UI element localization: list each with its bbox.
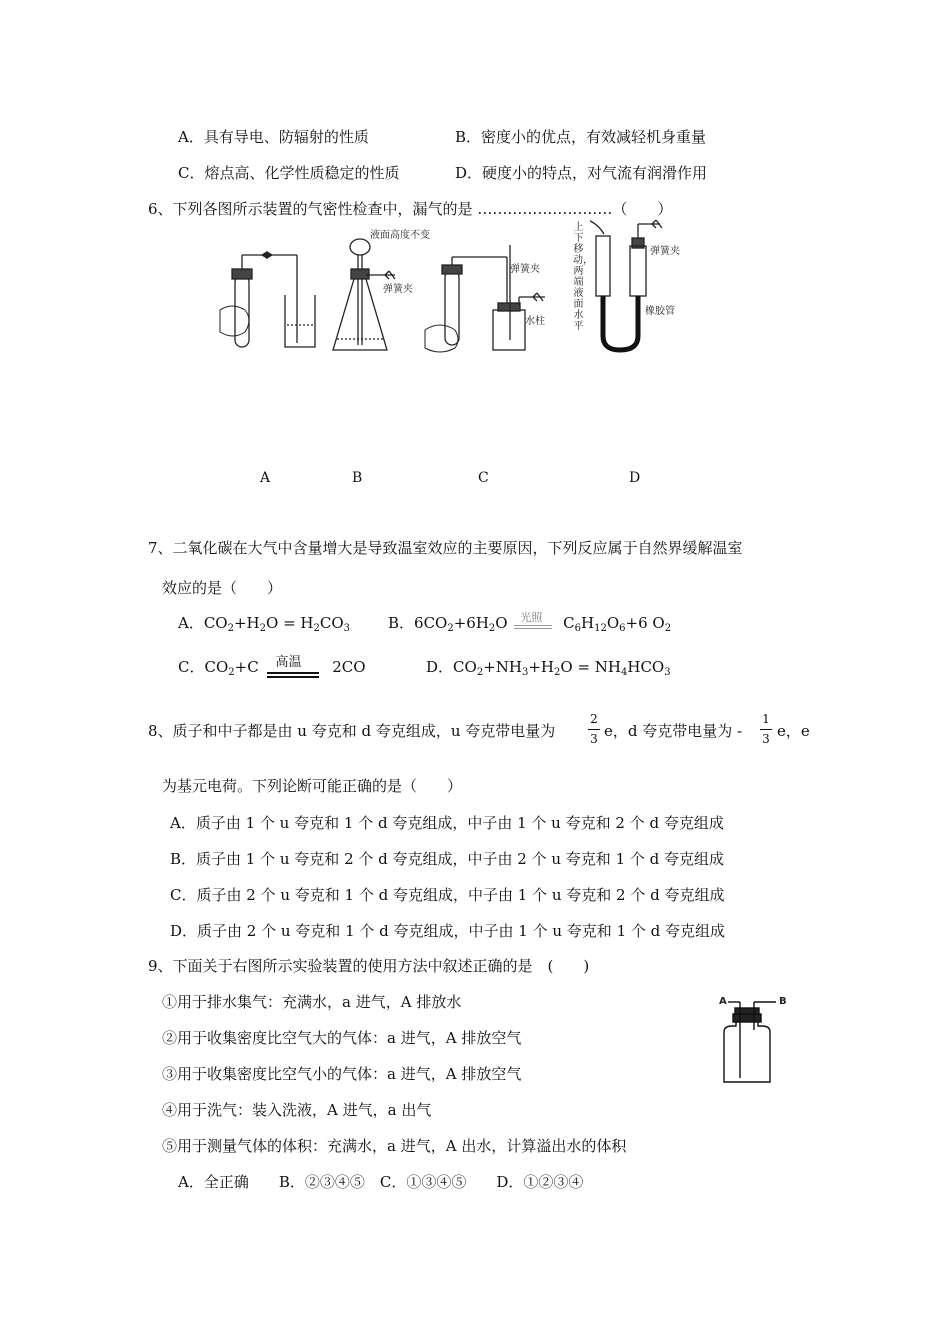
fig-c-apparatus bbox=[425, 245, 545, 352]
q9-fig-label-a: A bbox=[719, 996, 727, 1007]
q8-stem-part-c: e，e bbox=[777, 722, 810, 740]
high-temp-condition: 高温 bbox=[275, 655, 302, 670]
q9-options: A．全正确 B．②③④⑤ C．①③④⑤ D．①②③④ bbox=[178, 1173, 584, 1191]
q9-item-2: ②用于收集密度比空气大的气体：a 进气，A 排放空气 bbox=[162, 1029, 522, 1047]
light-condition: 光照 bbox=[520, 611, 543, 624]
q7-option-b: B．$6CO_2+6H_2O$ 光照 $C_6H_{12}O_6+6$ $O_2$ bbox=[388, 613, 671, 639]
q7-stem-line2: 效应的是（ ） bbox=[162, 579, 283, 597]
q8-stem-line2: 为基元电荷。下列论断可能正确的是（ ） bbox=[162, 777, 463, 795]
fig-d-clip-label: 弹簧夹 bbox=[650, 246, 680, 257]
fig-d-tube-label: 橡胶管 bbox=[645, 306, 675, 317]
q9-item-5: ⑤用于测量气体的体积：充满水，a 进气，A 出水，计算溢出水的体积 bbox=[162, 1137, 627, 1155]
q8-frac2-line bbox=[760, 729, 772, 730]
q8-option-a: A．质子由 1 个 u 夸克和 1 个 d 夸克组成，中子由 1 个 u 夸克和 2 个 d 夸克组成 bbox=[170, 814, 724, 832]
fig-b-liquid-label: 液面高度不变 bbox=[370, 230, 430, 241]
q6-figure-d bbox=[590, 218, 700, 358]
q7-option-d: D．$CO_2+NH_3+H_2O = NH_4HCO_3$ bbox=[426, 658, 671, 678]
q6-label-c: C bbox=[478, 470, 489, 486]
q7-option-a: A．$CO_2+H_2O = H_2CO_3$ bbox=[178, 614, 351, 634]
fig-a-apparatus bbox=[220, 252, 315, 347]
q8-option-b: B．质子由 1 个 u 夸克和 2 个 d 夸克组成，中子由 2 个 u 夸克和 1 个 d 夸克组成 bbox=[170, 850, 725, 868]
q5-option-a: A．具有导电、防辐射的性质 bbox=[178, 128, 369, 146]
q5-option-d: D．硬度小的特点，对气流有润滑作用 bbox=[455, 164, 708, 182]
q6-label-b: B bbox=[352, 470, 363, 486]
q9-item-3: ③用于收集密度比空气小的气体：a 进气，A 排放空气 bbox=[162, 1065, 522, 1083]
q8-frac1-line bbox=[588, 729, 600, 730]
q6-label-a: A bbox=[260, 470, 271, 486]
fig-d-vertical-label: 上下移动，两端液面水平 bbox=[573, 222, 593, 332]
q8-option-c: C．质子由 2 个 u 夸克和 1 个 d 夸克组成，中子由 1 个 u 夸克和 2 个 d 夸克组成 bbox=[170, 886, 725, 904]
q8-frac1-numerator: 2 bbox=[590, 712, 598, 726]
q8-stem-part-b: e，d 夸克带电量为 - bbox=[604, 722, 743, 740]
q7-stem-line1: 7、二氧化碳在大气中含量增大是导致温室效应的主要原因，下列反应属于自然界缓解温室 bbox=[148, 539, 743, 557]
q8-frac2-numerator: 1 bbox=[762, 712, 770, 726]
q5-option-c: C．熔点高、化学性质稳定的性质 bbox=[178, 164, 400, 182]
q9-gas-bottle-figure bbox=[718, 996, 818, 1088]
fig-b-clip-label: 弹簧夹 bbox=[383, 284, 413, 295]
fig-c-water-label: 水柱 bbox=[525, 316, 545, 327]
q9-item-4: ④用于洗气：装入洗液，A 进气，a 出气 bbox=[162, 1101, 432, 1119]
q6-stem: 6、下列各图所示装置的气密性检查中，漏气的是 ………………………（ ） bbox=[148, 200, 673, 218]
q9-fig-label-b: B bbox=[779, 996, 787, 1007]
q9-item-1: ①用于排水集气：充满水，a 进气，A 排放水 bbox=[162, 993, 462, 1011]
q8-stem-part-a: 8、质子和中子都是由 u 夸克和 d 夸克组成，u 夸克带电量为 bbox=[148, 722, 556, 740]
q9-stem: 9、下面关于右图所示实验装置的使用方法中叙述正确的是 ( ) bbox=[148, 957, 590, 975]
q8-frac2-denominator: 3 bbox=[762, 732, 770, 746]
q7-option-c: C．$CO_2+C$ 高温 2CO bbox=[178, 655, 366, 678]
fig-c-clip-label: 弹簧夹 bbox=[510, 264, 540, 275]
q5-option-b: B．密度小的优点，有效减轻机身重量 bbox=[455, 128, 707, 146]
q6-label-d: D bbox=[629, 470, 641, 486]
q8-frac1-denominator: 3 bbox=[590, 732, 598, 746]
q8-option-d: D．质子由 2 个 u 夸克和 1 个 d 夸克组成，中子由 1 个 u 夸克和 1 个 d 夸克组成 bbox=[170, 922, 726, 940]
